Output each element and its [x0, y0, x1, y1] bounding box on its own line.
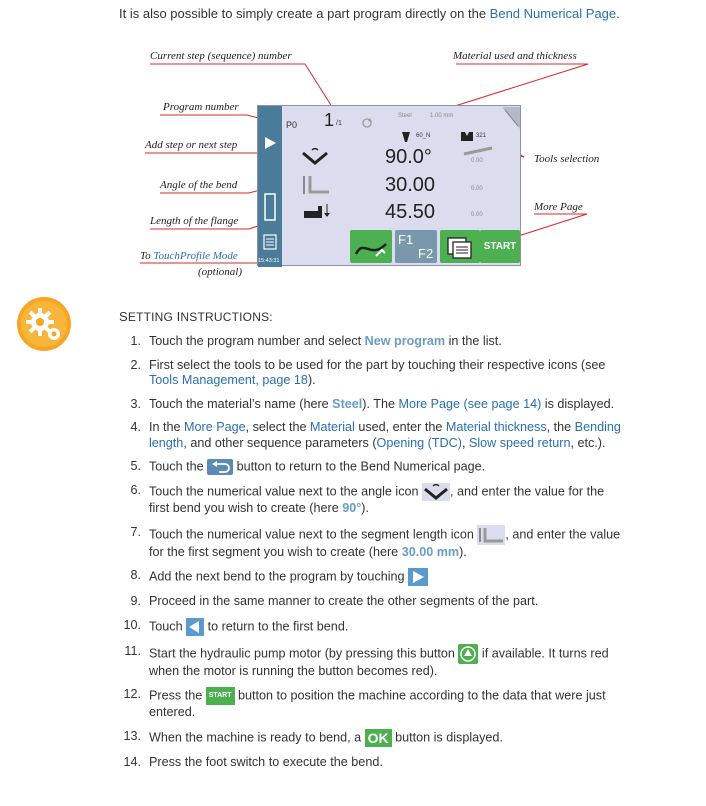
bend-numerical-page-link[interactable]: Bend Numerical Page — [489, 6, 617, 21]
callout-more-page[interactable]: More Page — [534, 201, 583, 213]
list-item: 7. Touch the numerical value next to the segment length icon , and enter the value for the first segment you wish to create (here 30.00 mm). — [130, 524, 621, 559]
part-view-icon[interactable] — [263, 192, 277, 222]
setting-instructions-title: SETTING INSTRUCTIONS: — [119, 309, 273, 324]
segment-length-icon — [302, 174, 330, 196]
step-total: /1 — [336, 120, 342, 127]
callout-current-step: Current step (sequence) number — [150, 50, 292, 62]
screen-clock: 15:43:31 — [258, 258, 280, 264]
angle-value[interactable]: 90.0° — [385, 146, 432, 168]
angle-icon — [302, 148, 328, 166]
instruction-steps — [119, 334, 679, 770]
add-step-icon[interactable] — [263, 136, 277, 150]
more-page-icon — [440, 230, 480, 263]
length-value[interactable]: 30.00 — [385, 174, 436, 196]
list-item: 5. Touch the button to return to the Bend Numerical page. — [130, 459, 486, 474]
step-number[interactable]: 1 — [324, 110, 335, 130]
list-item: 8. Add the next bend to the program by touching — [119, 568, 679, 586]
list-item: 10. Touch to return to the first bend. — [119, 618, 679, 636]
material-thickness[interactable]: 1.00 mm — [430, 113, 454, 119]
list-icon[interactable] — [263, 234, 277, 250]
callout-touchprofile: To TouchProfile Mode — [140, 250, 238, 262]
list-item: 12. Press the START button to position the machine according to the data that were just entered. — [123, 687, 606, 719]
punch-name[interactable]: 60_N — [416, 133, 431, 139]
bend-numerical-page-diagram — [0, 40, 706, 290]
machine-screen — [257, 105, 521, 266]
callout-tools-selection: Tools selection — [534, 153, 600, 165]
play-icon — [408, 568, 428, 586]
list-item: 9. Proceed in the same manner to create the other segments of the part. — [130, 594, 539, 608]
angle-icon — [422, 483, 450, 501]
touchprofile-button[interactable] — [350, 230, 392, 263]
list-item: 2. First select the tools to be used for the part by touching their respective icons (see Tools Management, page 18). — [130, 357, 606, 387]
list-item: 6. Touch the numerical value next to the angle icon , and enter the value for the first bend you wish to create (here 90°). — [130, 483, 605, 515]
list-item: 14. Press the foot switch to execute the bend. — [123, 754, 383, 769]
tools-management-link[interactable]: Tools Management, page 18 — [149, 373, 308, 387]
callout-material: Material used and thickness — [453, 50, 577, 62]
die-name[interactable]: 321 — [476, 133, 487, 139]
touchprofile-icon — [350, 230, 392, 263]
die-icon[interactable] — [461, 132, 473, 141]
callout-flange-length: Length of the flange — [150, 215, 239, 227]
list-item: 13. When the machine is ready to bend, a OK button is displayed. — [123, 728, 503, 746]
ok-inline-icon: OK — [365, 729, 392, 747]
start-inline-icon: START — [206, 687, 235, 705]
f1-f2-button[interactable]: F1 F2 — [395, 230, 437, 263]
material-name[interactable]: Steel — [398, 113, 412, 119]
callout-optional: (optional) — [198, 266, 242, 278]
segment-length-icon — [477, 525, 505, 545]
screen-sidebar — [258, 106, 282, 267]
backgauge-zero: 0.00 — [471, 212, 483, 218]
list-item: 3. Touch the material’s name (here Steel). The More Page (see page 14) is displayed. — [130, 396, 615, 411]
punch-icon[interactable] — [402, 132, 410, 142]
gear-icon — [16, 296, 72, 352]
callout-add-step: Add step or next step — [145, 139, 238, 151]
back-to-first-icon — [186, 618, 204, 636]
list-item: 1. Touch the program number and select New program in the list. — [130, 334, 502, 348]
refresh-icon[interactable] — [361, 117, 373, 129]
callout-angle: Angle of the bend — [160, 179, 238, 191]
angle-zero: 0.00 — [471, 158, 483, 164]
more-page-link[interactable]: More Page (see page 14) — [398, 396, 542, 411]
callout-program-number: Program number — [163, 101, 239, 113]
length-zero: 0.00 — [471, 186, 483, 192]
corner-fold-icon[interactable] — [502, 107, 520, 129]
back-arrow-icon — [207, 459, 233, 475]
list-item: 11. Start the hydraulic pump motor (by pressing this button if available. It turns red when the motor is running the button becomes red). — [124, 643, 609, 678]
backgauge-icon — [302, 202, 330, 220]
pump-icon — [458, 644, 478, 664]
backgauge-value[interactable]: 45.50 — [385, 201, 436, 223]
program-number[interactable]: P0 — [286, 120, 298, 130]
list-item: 4. In the More Page, select the Material used, enter the Material thickness, the Bending length, and other sequence parameters (Opening (TDC), Slow speed return, etc.). — [130, 420, 621, 450]
intro-text: It is also possible to simply create a part program directly on the Bend Numerical Page. — [119, 6, 620, 21]
tool-shape-icon — [462, 144, 494, 158]
more-page-button[interactable] — [440, 230, 480, 263]
touchprofile-link[interactable]: TouchProfile Mode — [153, 250, 238, 262]
start-button[interactable]: START — [480, 230, 520, 263]
